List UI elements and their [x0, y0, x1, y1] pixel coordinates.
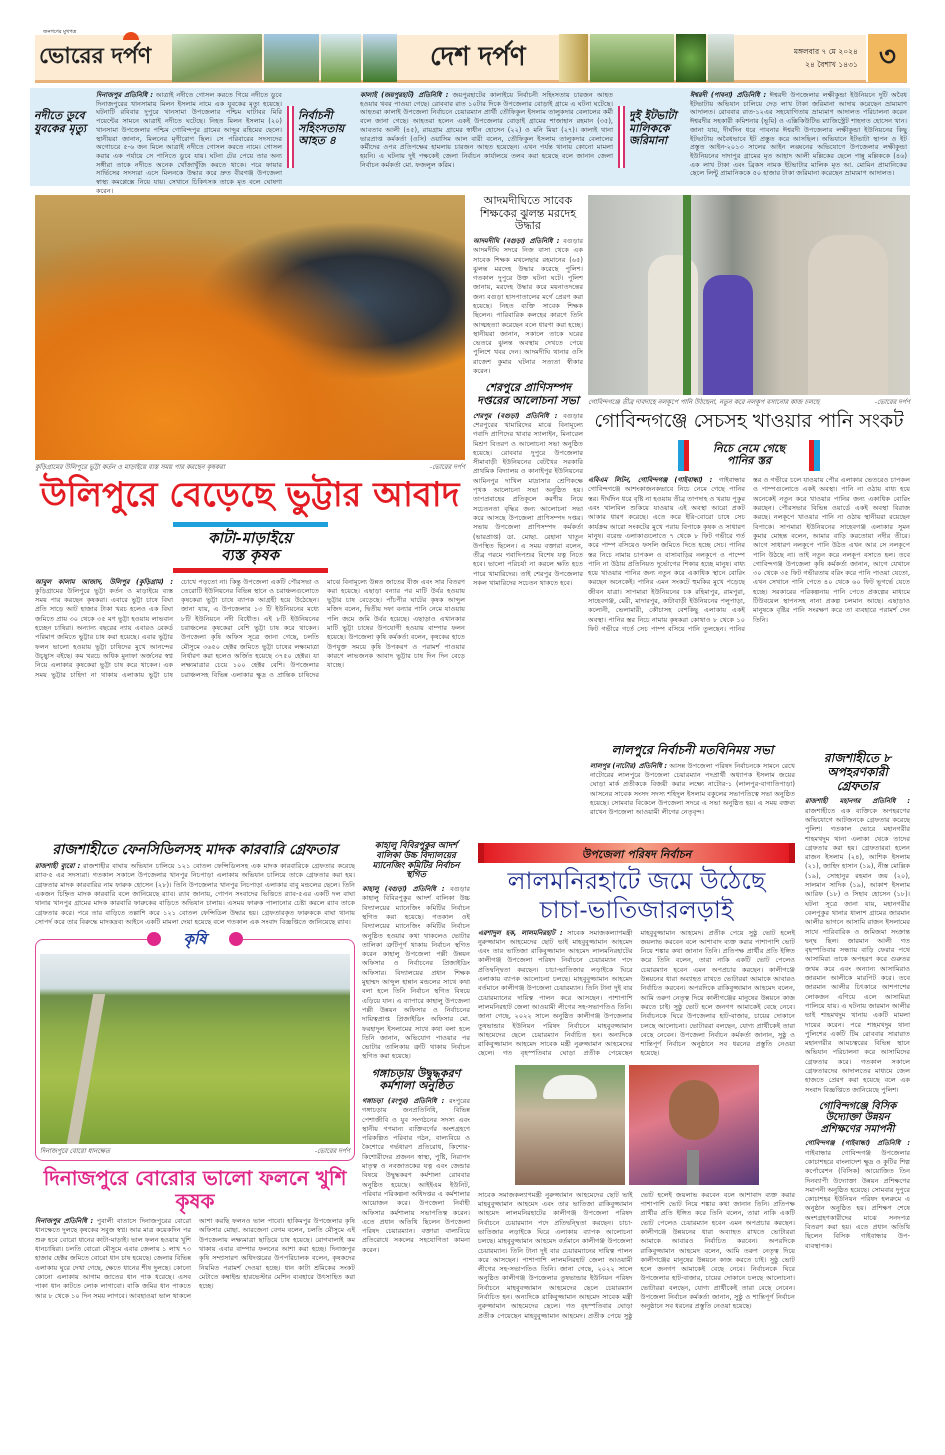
kahalu-column: [362, 842, 470, 1255]
brief-body: দিনাজপুর প্রতিনিধি : আত্রাই নদীতে গোসল করতে গিয়ে নদীতে ডুবে দিনাজপুরের খানসামায় মিলন ইসলাম নামে এক যুবকের মৃত্যু হয়েছে। ঘটনাটি রবিবার দুপুরে খানসামা উপজেলার পশ্চিম ঘাটাবর মিরি পয়েন্টের সামনে আত্রাই নদীতে ঘটেছে। নিহত মিলন ইসলাম (২০) খানসামা উপজেলার পশ্চিম গোবিন্দপুর গ্রামের আব্দুর রহিমের ছেলে। স্থানীয়রা জানান, মিলনের মৃগীরোগ ছিল। সে পরিবারের সদস্যদের অগোচরে ৫-৬ জন মিলে আত্রাই নদীতে গোসল করতে নামে। গোসল করার এক পর্যায়ে সে পানিতে ডুবে যায়। ঘটনা টের পেয়ে তার অন্য সঙ্গীরা তাকে নদীতে অনেক খোঁজাখুঁজি করতে থাকে। পরে ফায়ার সার্ভিসের সদস্যরা এসে মিলনকে উদ্ধার করে দ্রুত বীরগঞ্জ উপজেলা স্বাস্থ্য কমপ্লেক্সে নিয়ে যায়। সেখানে চিকিৎসক তাকে মৃত বলে ঘোষণা করেন।: [96, 91, 282, 195]
newspaper-logo[interactable]: [35, 29, 172, 76]
headline-line: চাচা-ভাতিজারলড়াই: [539, 895, 734, 924]
right-column: [805, 752, 910, 1251]
sun-icon: [123, 32, 139, 40]
adamdighi-headline[interactable]: আদমদীঘিতে সাবেক শিক্ষকের ঝুলন্ত মরদেহ উদ্ধার: [480, 194, 576, 233]
dinajpur-headline[interactable]: দিনাজপুরে বোরোর ভালো ফলনে খুশি কৃষক: [43, 1166, 347, 1214]
date-gregorian: মঙ্গলবার ৭ মে ২০২৪: [793, 46, 858, 56]
page-number: ৩: [866, 34, 907, 82]
gobindaganj-body: নিচে নেমে গেছে পানির স্তর এবিএম লিটন, গোবিন্দগঞ্জ (গাইবান্ধা) : গাইবান্ধার গোবিন্দগঞ্জে আশংকাজনকভাবে নিচে নেমে গেছে পানির স্তর। দীর্ঘদিন ধরে বৃষ্টি না হওয়ায় তীব্র তাপদাহ ও খরায় পুকুর এবং খালবিল শুকিয়ে যাওয়ায় এই অবস্থা আরো প্রকট আকার ধারণ করেছে। এতে করে ইরি-বোরো চাষে সেচ কার্যক্রম আরো সংকটের মুখে পরায় বিপাকে কৃষক ও সাধারণ মানুষ। বরেন্দ্র এলাকাগুলোতে ৭ থেকে ৮ ফিট গভীরে গর্ত করে পাম্প বসিয়েও ফসলি জমিতে দিতে হচ্ছে সেচ। পানির স্তর নিচে নামায় চাপকল ও বাসাবাড়ির নলকূপে ও পাম্পে পানি না উঠায় প্রতিনিয়ত দুর্ভোগের শিকার হচ্ছে মানুষ। বাধ্য হয়ে খাওয়ার পানির জন্য নতুন করে একাধিক স্থানে বোরিং করছেন অনেকেই। পানির এমন সংকটে হুমকির মুখে পড়েছে জীবন যাত্রা। সাপমারা ইউনিয়নের চক রহিমাপুর, রামপুরা, সাহেবগঞ্জ, মেরী, মাদারপুর, কাটাবাড়ী ইউনিয়নের পলুপাড়া, কলোনী, ভেলামারী, কৌচাসহ বেশকিছু এলাকায় একই অবস্থা। পানির স্তর নিচে নামায় কৃষকরা কোথাও ৮ থেকে ১০ ফিট গভীরে গর্তে সেচ পাম্প বসিয়ে পানি তুলছেন। পানির স্তর ও গভীরে চলে যাওয়ায় পৌর এলাকার ভেতরেও চাপকল ও পাম্পগুলোতে একই অবস্থা। পানি না ওঠায় বাধ্য হয়ে অনেকেই নতুন করে খাওয়ার পানির জন্য একাধিক বোরিং করছেন। পৌরসভার বিভিন্ন ওয়ার্ডে একই অবস্থা বিরাজ করছে। নলকূপে খাওয়ার পানি না ওঠায় স্থানীয়রা রয়েছেন বিপাকে। সাপমারা ইউনিয়নের সাহেবগঞ্জ এলাকার সুমন কুমার মোহন্ত বলেন, আমার বাড়ি করতোয়া নদীর তীরে। আগে সাধারণ নলকূপে পানি উঠত এখন আর সে নলকূপে পানি উঠছে না। তাই নতুন করে নলকূপ বসাতে হল। তবে গোবিন্দগঞ্জ উপজেলা কৃষি কর্মকর্তা জানান, আগে যেখানে ৩০ থেকে ৩৫ ফিট গভীরতায় বরিং করে পানি পাওয়া যেতো, এখন সেখানে পানি পেতে ৪০ থেকে ৬০ ফিট ভূগর্ভে যেতে হচ্ছে। সরকারের পরিকল্পনায় পানি পেতে প্রকল্পের মাধ্যমে টিউবয়েল স্থাপনসহ নানা প্রকল্প চলমান আছে। এছাড়াও মানুষকে বৃষ্টির পানি সংরক্ষণ করে তা ব্যবহারে পরামর্শ দেন তিনি।: [588, 441, 910, 633]
corn-harvest-photo: [35, 195, 465, 460]
adamdighi-column: [473, 195, 583, 588]
election-banner: [478, 843, 795, 863]
adamdighi-body: আদমদীঘি (বগুড়া) প্রতিনিধি : বগুড়ার আদমদীঘি সদরে নিজ বাসা থেকে এক সাবেক শিক্ষক মখলেছার রহমানের (৬৫) ঝুলন্ত মরদেহ উদ্ধার করেছে পুলিশ। গতকাল দুপুরে উক্ত ঘটনা ঘটে। পুলিশ জানায়, মরদেহ উদ্ধার করে ময়নাতদন্তের জন্য বগুড়া হাসপাতালের মর্গে প্রেরণ করা হয়েছে। নিহত ব্যক্তি সাবেক শিক্ষক ছিলেন। পারিবারিক কলহের কারণে তিনি আত্মহত্যা করেছেন বলে ধারণা করা হচ্ছে। স্থানীয়রা জানান, সকালে তাকে ঘরের ভেতরে ঝুলন্ত অবস্থায় দেখতে পেয়ে পুলিশে খবর দেন। আদমদীঘি থানার ওসি রাজেশ কুমার ঘটনার সত্যতা স্বীকার করেন।: [473, 236, 583, 376]
lalpur-headline[interactable]: লালপুরে নির্বাচনী মতবিনিময় সভা: [611, 743, 774, 757]
candidate-photo: [515, 1065, 625, 1185]
photo-caption: গোবিন্দগঞ্জে তীব্র দাবদাহে নলকূপে পানি উঠছেনা, নতুন করে নলকূপ বসানোর কাজ চলছে -ভোরের দর্পণ: [588, 398, 910, 406]
section-label-text: কৃষি: [183, 930, 207, 949]
dinajpur-body: দিনাজপুর প্রতিনিধি : পুবালী বাতাসে দিনাজপুরের বোরো ধানক্ষেতে দুলছে কৃষকের সবুজ স্বপ্ন। আর মাত্র কয়েকদিন পর শুরু হবে বোরো ধানের কাটা-মাড়াই। ভাল ফলন হওয়ায় খুশি ধানচাষিরা। চলতি বোরো মৌসুমে এবার জেলায় ১ লাখ ৭৩ হাজার হেক্টর জমিতে বোরো ধান চাষ হয়েছে। জেলার বিভিন্ন এলাকায় ঘুরে দেখা গেছে, ক্ষেতে ধানের শীষ দুলছে। কোনো কোনো এলাকায় আগাম জাতের ধান পাক ধরেছে। এসব পাকা ধান কাটতে লোক লাগাবো। বাকি জমির ধান পাকতে আর ৮ থেকে ১০ দিন সময় লাগবে। আবহাওয়া ভাল থাকলে আশা করছি ফলনও ভাল পাবো। হাকিমপুর উপজেলার কৃষি অফিসার মোছা. আরজেনা বেগম বলেন, চলতি মৌসুমে এই উপজেলায় লক্ষ্যমাত্রা ছাড়িয়ে চাষ হয়েছে। রোগবালাই কম থাকায় এবার বাম্পার ফলনের আশা করা হচ্ছে। দিনাজপুর কৃষি সম্প্রসারণ অধিদপ্তরের উপপরিচালক বলেন, কৃষকদের নিয়মিত পরামর্শ দেওয়া হচ্ছে। ধান কাটা শ্রমিকের সংকট মেটাতে কম্বাইন্ড হারভেস্টার মেশিন ব্যবহারে উৎসাহিত করা হচ্ছে।: [35, 1217, 355, 1300]
pull-quote: [684, 440, 814, 471]
kahalu-body: কাহালু (বগুড়া) প্রতিনিধি : বগুড়ার কাহালু বিবিরপুকুর আদর্শ বালিকা উচ্চ বিদ্যালয়ের ম্যানেজিং কমিটির নির্বাচন স্থগিত করা হয়েছে। গতকাল ওই বিদ্যালয়ের ম্যানেজিং কমিটির নির্বাচন অনুষ্ঠিত হওয়ার কথা থাকলেও ভোটার তালিকা ত্রুটিপূর্ণ থাকায় নির্বাচন স্থগিত করেন কাহালু উপজেলা পল্লী উন্নয়ন অফিসার ও নির্বাচনের প্রিজাইডিং অফিসার। বিদ্যালয়ের প্রধান শিক্ষক মুহাম্মদ আব্দুল হান্নান মন্ডলের সাথে কথা বলা হলে তিনি নির্বাচন স্থগিত বিষয়ে এড়িয়ে যান। এ ব্যাপারে কাহালু উপজেলা পল্লী উন্নয়ন অফিসার ও নির্বাচনের দায়িত্বপ্রাপ্ত প্রিজাইডিং অফিসার মো. ফরহাদুল ইসলামের সাথে কথা বলা হলে তিনি জানান, অভিযোগ পাওয়ার পর ভোটার তালিকায় ত্রুটি থাকায় নির্বাচন স্থগিত করা হয়েছে।: [362, 885, 470, 1061]
section-title: দেশ দর্পণ: [429, 41, 526, 72]
gobindaganj-headline[interactable]: গোবিন্দগঞ্জে সেচসহ খাওয়ার পানি সংকট: [594, 410, 904, 432]
date-bengali: ২৪ বৈশাখ ১৪৩১: [805, 59, 858, 69]
bisic-headline[interactable]: গোবিন্দগঞ্জে বিসিক উদ্যোক্তা উন্নয়ন প্রশিক্ষণের সমাপনী: [818, 1100, 897, 1135]
lalmonirhat-body-cont: সাবেক সমাজকল্যাণমন্ত্রী নুরুজ্জামান আহমেদের ছোট ভাই মাহবুবুজ্জামান আহমেদ এবং তার ভাতিজা রাকিবুজ্জামান আহমেদ লালমনিরহাটের কালীগঞ্জ উপজেলা পরিষদ নির্বাচনে চেয়ারম্যান পদে প্রতিদ্বন্দ্বিতা করছেন। চাচা-ভাতিজার লড়াইকে ঘিরে এলাকায় ব্যাপক আলোচনা চলছে। মাহবুবুজ্জামান আহমেদ বর্তমানে কালীগঞ্জ উপজেলা চেয়ারম্যান। তিনি টানা দুই বার চেয়ারম্যানের দায়িত্ব পালন করে আসছেন। পাশাপাশি লালমনিরহাট জেলা আওয়ামী লীগের সহ-সভাপতিও তিনি। জানা গেছে, ২০২২ সালে অনুষ্ঠিত কালীগঞ্জ উপজেলার তুষভান্ডার ইউনিয়ন পরিষদ নির্বাচনে মাহবুবজ্জামান আহমেদের ছেলে চেয়ারম্যান নির্বাচিত হন। অন্যদিকে রাকিবুজ্জামান আহমেদ সাবেক মন্ত্রী নুরুজ্জামান আহমেদের ছেলে। গত বৃহস্পতিবার ঘোড়া প্রতীক পেয়েছেন মাহবুবুজ্জামান আহমেদ। প্রতীক পেয়ে সুষ্ঠু ভোট হলেই জয়লাভ করবেন বলে আশাবাদ ব্যক্ত করার পাশাপাশি ভোট নিয়ে শঙ্কার কথা জানান তিনি। প্রতিপক্ষ প্রার্থীর প্রতি ইঙ্গিত করে তিনি বলেন, তারা নাকি একটি ভোট পেলেও চেয়ারম্যান হবেন এমন অপপ্রচার করছেন। কালীগঞ্জে উন্নয়নের ধারা অব্যাহত রাখতে ভোটাররা আমাকে আবারও নির্বাচিত করবেন। অপরদিকে রাকিবুজ্জামান আহমেদ বলেন, আমি তরুণ নেতৃত্ব দিয়ে কালীগঞ্জের মানুষের উন্নয়নে কাজ করতে চাই। সুষ্ঠু ভোট হলে জনগণ আমাকেই বেছে নেবে। নির্বাচনকে ঘিরে উপজেলার হাট-বাজার, চায়ের দোকানে চলছে আলোচনা। ভোটাররা বলছেন, যোগ্য প্রার্থীকেই তারা বেছে নেবেন। উপজেলা নির্বাচন কর্মকর্তা জানান, সুষ্ঠু ও শান্তিপূর্ণ নির্বাচন অনুষ্ঠানে সব ধরনের প্রস্তুতি নেওয়া হয়েছে।: [478, 1190, 795, 1320]
brief-news-strip: [30, 88, 910, 195]
sherpur-headline[interactable]: শেরপুরে প্রাণিসম্পদ দপ্তরের আলোচনা সভা: [477, 381, 579, 408]
headline-line: লালমনিরহাটে জমে উঠেছে: [507, 867, 766, 895]
bisic-body: গোবিন্দগঞ্জ (গাইবান্ধা) প্রতিনিধি : গাইবান্ধার গোবিন্দগঞ্জ উপজেলার কোচাশহরে বাংলাদেশ ক্ষুদ্র ও কুটির শিল্প কর্পোরেশন (বিসিক) আয়োজিত তিন দিনব্যাপী উদ্যোক্তা উন্নয়ন প্রশিক্ষণের সমাপনী অনুষ্ঠিত হয়েছে। সোমবার দুপুরে কোচাশহর ইউনিয়ন পরিষদ হলরুমে এ অনুষ্ঠান অনুষ্ঠিত হয়। প্রশিক্ষণ শেষে অংশগ্রহণকারীদের মাঝে সনদপত্র বিতরণ করা হয়। এতে প্রধান অতিথি ছিলেন বিসিক গাইবান্ধার উপ-ব্যবস্থাপক।: [805, 1139, 910, 1250]
ulipur-body: কাটা-মাড়াইয়ে ব্যস্ত কৃষক আবুল কালাম আজাদ, উলিপুর (কুড়িগ্রাম) : কুড়িগ্রামের উলিপুরে ভুট্টা কর্তন ও মাড়াইয়ে ব্যস্ত সময় পার করছেন কৃষকরা। এবারে ভুট্টা চাষে বিঘা প্রতি সাড়ে আট হাজার টাকা খরচ হলেও এক বিঘা জমিতে প্রায় ৩০ থেকে ৩৫ মণ ভুট্টা হওয়ায় লাভবান হচ্ছেন চাষিরা। অন্যান্য বছরের ন্যায় এবারও রেকর্ড পরিমাণ জমিতে ভুট্টার চাষ করা হয়েছে। এবার ভুট্টার ফলন ভালো হওয়ায় ভুট্টা চাষিদের মুখে আনন্দের উচ্ছ্বাস বইছে। কম খরচে অধিক মুনাফা অর্জনের স্বপ্ন নিয়ে এলাকার কৃষকেরা ভুট্টা চাষ করে থাকেন। এক সময় ভুট্টার চাহিদা না থাকায় এলাকায় ভুট্টা চাষ চোখে পড়তো না। কিন্তু উপজেলা একটি পৌরসভা ও তেরোটি ইউনিয়নের বিভিন্ন স্থানে ও চরাঞ্চলগুলোতে কৃষকেরা ভুট্টা চাষে ব্যাপক আগ্রহী হয়ে উঠেছেন। জানা যায়, এ উপজেলার ১৩ টি ইউনিয়নের মধ্যে ৮টি ইউনিয়নে নদী বিধৌত। এই ৮টি ইউনিয়নের চরাঞ্চলের কৃষকেরা বেশি ভুট্টা চাষ করে থাকেন। উপজেলা কৃষি অফিস সূত্রে জানা গেছে, চলতি মৌসুমে ৩৬৫০ হেক্টর জমিতে ভুট্টা চাষের লক্ষ্যমাত্রা নির্ধারণ করা হলেও অর্জিত হয়েছে ৩৭৫০ হেক্টর। যা লক্ষ্যমাত্রার চেয়ে ১০০ হেক্টর বেশি। উপজেলার চরাঞ্চলসহ বিভিন্ন এলাকার ক্ষুদ্র ও প্রান্তিক চাষিদের মাঝে বিনামূল্যে উন্নত জাতের বীজ এবং সার বিতরণ করা হয়েছে। এছাড়া বন্যার পর মাটি উর্বর হওয়ায় ভুট্টার চাষ বেড়েছে। পাঁচপীর ঘাটের কৃষক আব্দুল মজিদ বলেন, দ্বিতীয় দফা বন্যার পানি নেমে যাওয়ায় পলি জমে জমি উর্বর হয়েছে। এছাড়াও এখানকার মাটি ভুট্টা চাষের উপযোগী হওয়ায় বাম্পার ফলন হয়েছে। উপজেলা কৃষি কর্মকর্তা বলেন, কৃষকের হাতে উপযুক্ত সময়ে কৃষি উপকরণ ও পরামর্শ পাওয়ার কারণে লাভজনক আবাদ ভুট্টার চাষ দিন দিন বেড়ে যাচ্ছে।: [35, 519, 465, 680]
brief-headline[interactable]: নির্বাচনী সহিংসতায় আহত ৪: [298, 109, 345, 148]
pull-quote: [173, 522, 328, 573]
pull-quote-line: ব্যস্ত কৃষক: [221, 546, 279, 565]
fensidil-headline[interactable]: রাজশাহীতে ফেনসিডিলসহ মাদক কারবারি গ্রেফতার: [52, 842, 338, 858]
ulipur-headline[interactable]: উলিপুরে বেড়েছে ভুট্টার আবাদ: [40, 475, 460, 515]
banner-text: উপজেলা পরিষদ নির্বাচন: [581, 848, 692, 861]
lalmonirhat-story: [478, 843, 795, 1321]
lalpur-body: লালপুর (নাটোর) প্রতিনিধি : আসন্ন উপজেলা পরিষদ নির্বাচনকে সামনে রেখে নাটোরের লালপুরে উপজেলা চেয়ারম্যান পদপ্রার্থী অধ্যাপক ইসলাম জয়ের ঘোড়া মার্ক প্রতীককে বিজয়ী করার লক্ষ্যে নাটোর-১ (লালপুর-বাগাতিপাড়া) আসনের সাবেক সংসদ সদস্য শহিদুল ইসলাম বকুলের সভাপতিত্বে সভা অনুষ্ঠিত হয়েছে। সোমবার বিকেলে উপজেলা সদরে এ সভা অনুষ্ঠিত হয়। এ সময় বক্তব্য রাখেন উপজেলা আওয়ামী লীগের নেতৃবৃন্দ।: [590, 761, 796, 817]
gangachara-body: গঙ্গাচড়া (রংপুর) প্রতিনিধি : রংপুরের গঙ্গাচড়ায় জনপ্রতিনিধি, বিভিন্ন পেশাজীবি ও যুব সংগঠনের সদস্য এবং স্থানীয় গণমান্য ব্যক্তিবর্গের অংশগ্রহণে পরিকল্পিত পরিবার গঠন, বাল্যবিয়ে ও কৈশোরে গর্ভধারণ প্রতিরোধ, কিশোর-কিশোরীদের প্রজনন স্বাস্থ্য, পুষ্টি, নিরাপদ মাতৃত্ব ও নবজাতকের যত্ন এবং জেন্ডার বিষয়ে উদ্বুদ্ধকরণ কর্মশালা রোববার অনুষ্ঠিত হয়েছে। আইইএম ইউনিট, পরিবার পরিকল্পনা অধিদপ্তর এ কর্মশালার আয়োজন করে। উপজেলা নির্বাহী অফিসার কর্মশালায় সভাপতিত্ব করেন। এতে প্রধান অতিথি ছিলেন উপজেলা পরিষদ চেয়ারম্যান। বক্তারা বাল্যবিয়ে প্রতিরোধে সকলের সহযোগিতা কামনা করেন।: [362, 1096, 470, 1254]
pull-quote-line: পানির স্তর: [726, 454, 772, 468]
lalmonirhat-body: এরশাদুল হক, লালমনিরহাট : সাবেক সমাজকল্যাণমন্ত্রী নুরুজ্জামান আহমেদের ছোট ভাই মাহবুবুজ্জামান আহমেদ এবং তার ভাতিজা রাকিবুজ্জামান আহমেদ লালমনিরহাটের কালীগঞ্জ উপজেলা পরিষদ নির্বাচনে চেয়ারম্যান পদে প্রতিদ্বন্দ্বিতা করছেন। চাচা-ভাতিজার লড়াইকে ঘিরে এলাকায় ব্যাপক আলোচনা চলছে। মাহবুবুজ্জামান আহমেদ বর্তমানে কালীগঞ্জ উপজেলা চেয়ারম্যান। তিনি টানা দুই বার চেয়ারম্যানের দায়িত্ব পালন করে আসছেন। পাশাপাশি লালমনিরহাট জেলা আওয়ামী লীগের সহ-সভাপতিও তিনি। জানা গেছে, ২০২২ সালে অনুষ্ঠিত কালীগঞ্জ উপজেলার তুষভান্ডার ইউনিয়ন পরিষদ নির্বাচনে মাহবুবজ্জামান আহমেদের ছেলে চেয়ারম্যান নির্বাচিত হন। অন্যদিকে রাকিবুজ্জামান আহমেদ সাবেক মন্ত্রী নুরুজ্জামান আহমেদের ছেলে। গত বৃহস্পতিবার ঘোড়া প্রতীক পেয়েছেন মাহবুবুজ্জামান আহমেদ। প্রতীক পেয়ে সুষ্ঠু ভোট হলেই জয়লাভ করবেন বলে আশাবাদ ব্যক্ত করার পাশাপাশি ভোট নিয়ে শঙ্কার কথা জানান তিনি। প্রতিপক্ষ প্রার্থীর প্রতি ইঙ্গিত করে তিনি বলেন, তারা নাকি একটি ভোট পেলেও চেয়ারম্যান হবেন এমন অপপ্রচার করছেন। কালীগঞ্জে উন্নয়নের ধারা অব্যাহত রাখতে ভোটাররা আমাকে আবারও নির্বাচিত করবেন। অপরদিকে রাকিবুজ্জামান আহমেদ বলেন, আমি তরুণ নেতৃত্ব দিয়ে কালীগঞ্জের মানুষের উন্নয়নে কাজ করতে চাই। সুষ্ঠু ভোট হলে জনগণ আমাকেই বেছে নেবে। নির্বাচনকে ঘিরে উপজেলার হাট-বাজার, চায়ের দোকানে চলছে আলোচনা। ভোটাররা বলছেন, যোগ্য প্রার্থীকেই তারা বেছে নেবেন। উপজেলা নির্বাচন কর্মকর্তা জানান, সুষ্ঠু ও শান্তিপূর্ণ নির্বাচন অনুষ্ঠানে সব ধরনের প্রস্তুতি নেওয়া হয়েছে।: [478, 928, 795, 1058]
rajshahi-abductors-headline[interactable]: রাজশাহীতে ৮ অপহরণকারী গ্রেফতার: [824, 751, 891, 793]
brief-headline[interactable]: দুই ইটভাটা মালিককে জরিমানা: [629, 109, 677, 148]
divider: [618, 106, 625, 168]
fensidil-body: রাজশাহী ব্যুরো : রাজশাহীর বাঘায় অভিযান চালিয়ে ১২১ বোতল ফেন্সিডিলসহ এক মাদক কারবারিকে গ্রেফতার করেছে র‌্যাব-৫ এর সদস্যরা। গতকাল সকালে উপজেলার খানপুর নিচপাড়া এলাকায় অভিযান চালিয়ে তাকে গ্রেফতার করা হয়। গ্রেফতার মাদক কারবারির নাম ফারুক হোসেন (২৮)। তিনি উপজেলার খানপুর নিচপাড়া এলাকার বাবু মন্ডলের ছেলে। তিনি একজন চিহ্নিত মাদক কারবারি বলে জানিয়েছে র‌্যাব। র‌্যাব জানায়, গোপন সংবাদের ভিত্তিতে র‌্যাব-৫এর একটি দল বাঘা থানার খানপুর গ্রামের মাদক কারবারি ফারুকের বাড়িতে অভিযান চালায়। এসময় ফারুক পালানোর চেষ্টা করলে র‌্যাব তাকে গ্রেফতার করে। পরে তার বাড়িতে তল্লাশি করে ১২১ বোতল ফেন্সিডিল উদ্ধার হয়। গ্রেফতারকৃত ফারুককে বাঘা থানায় সোপর্দ করে তার বিরুদ্ধে মাদকদ্রব্য আইনে একটি মামলা দেয়া হয়েছে বলে গতকাল এক সংবাদ বিজ্ঞপ্তিতে জানিয়েছে র‌্যাব।: [35, 862, 355, 926]
krishi-section-frame: [35, 930, 355, 1161]
ulipur-story: [35, 195, 465, 680]
masthead-photos-left: [172, 34, 397, 82]
sherpur-body: শেরপুর (বগুড়া) প্রতিনিধি : বগুড়ার শেরপুরের খামারিদের মাঝে বিনামূল্যে গবাদি প্রাণিদের খাবার স্যালাইন, মিনারেল মিশ্রণ বিতরণ ও আলোচনা সভা অনুষ্ঠিত হয়েছে। রোববার দুপুরে উপজেলার সীমাবাড়ী ইউনিয়নের বেটখৈর সরকারি প্রাথমিক বিদ্যালয় ও কানাইপুর ইউনিয়নের আমিনপুর দাখিল মাদ্রাসার শ্রেণিকক্ষে পৃথক আলোচনা সভা অনুষ্ঠিত হয়। তাপপ্রবাহের প্রতিকূলে করণীয় নিয়ে সচেতনতা বৃদ্ধির জন্য আলোচনা সভা করে আসছে উপজেলা প্রাণিসম্পদ দপ্তর। সভায় উপজেলা প্রাণিসম্পদ কর্মকর্তা (ভারপ্রাপ্ত) ডা. মোছা. রেহানা খাতুন উপস্থিত ছিলেন। এ সময় বক্তারা বলেন, তীব্র গরমে গবাদিপশুর বিশেষ যত্ন নিতে হবে। ভালো পরিচর্যা না করলে ক্ষতি হতে পারে খামারিদের। তাই শেরপুর উপজেলার সকল খামারিদের সচেতন থাকতে হবে।: [473, 411, 583, 587]
brief-body: ঈশ্বরদী (পাবনা) প্রতিনিধি : ঈশ্বরদী উপজেলার লক্ষীকুন্ডা ইউনিয়নে দুটি অবৈধ ইটভাটায় অভিযান চালিয়ে দেড় লাখ টাকা জরিমানা আদায় করেছেন ভ্রাম্যমাণ আদালত। রোববার রাত-১২এর সহযোগিতায় ভ্রাম্যমাণ আদালত পরিচালনা করেন ঈশ্বরদীর সহকারী কমিশনার (ভূমি) ও এক্সিকিউটিভ ম্যাজিস্ট্রেট শাহদাত হোসেন খান। জানা যায়, দীর্ঘদিন ধরে পাবনার ঈশ্বরদী উপজেলার লক্ষীকুন্ডা ইউনিয়নের কিছু ইটভাটায় অবৈধভাবে ইট প্রস্তুত করে আসছিল। অভিযানে ইটভাটা স্থাপন ও ইট প্রস্তুত আইন-২০১৩ সালের আইন লঙ্ঘনের অভিযোগে উপজেলার লক্ষীকুন্ডা ইউনিয়নের দাদাপুর গ্রামের মৃত আহাদ আলী মল্লিকের ছেলে পান্নু মল্লিককে (৪৬) এক লাখ টাকা এবং ব্রিকস নামক ইটভাটার মালিক মৃত আ. মোমিন প্রামানিকের ছেলে লিন্টু প্রামানিককে ৫০ হাজার টাকা জরিমানা করেছেন ভ্রাম্যমাণ আদালত।: [690, 91, 907, 178]
issue-date: [734, 45, 866, 71]
lalmonirhat-headline[interactable]: [478, 867, 795, 925]
candidate-photo: [629, 1065, 759, 1185]
kahalu-headline[interactable]: কাহালু বিবিরপুকুর আদর্শ বালিকা উচ্চ বিদ্যালয়ের ম্যানেজিং কমিটির নির্বাচন স্থগিত: [372, 841, 460, 881]
dot-icon: [229, 932, 243, 946]
brief-body: কালাই (জয়পুরহাট) প্রতিনিধি : জয়পুরহাটের কালাইয়ে নির্বাচনী সহিংসতায় চারজন আহত হওয়ার খবর পাওয়া গেছে। রোববার রাত ১০টার দিকে উপজেলার বোড়াই গ্রামে এ ঘটনা ঘটেছে। আহতরা কালাই উপজেলা নির্বাচনে চেয়ারম্যান প্রার্থী তৌফিকুল ইসলাম তালুকদার বেলালের কর্মী বলে জানা গেছে। আহতরা হলেন একই উপজেলার বোড়াই গ্রামের শাজাহান রহমান (৩৫), আবতাব আলী (৪৫), রায়গ্রাম গ্রামের স্বাধীন হোসেন (২২) ও মনি মিয়া (২৭)। কালাই থানা ভারপ্রাপ্ত কর্মকর্তা (ওসি) ওয়াসিম আল বারী বলেন, তৌফিকুল ইসলাম তালুকদার বেলালের কর্মীদের ওপর প্রতিপক্ষের হামলায় চারজন আহত হয়েছেন। এখন পর্যন্ত থানায় কোনো মামলা হয়নি। এ ঘটনায় দুই পক্ষকেই জেলা নির্বাচন কার্যালয়ে তলব করা হয়েছে বলে জানান জেলা নির্বাচন কর্মকর্তা মো. ফজলুল করিম।: [360, 91, 613, 169]
krishi-section-label: [147, 929, 243, 949]
gangachara-headline[interactable]: গঙ্গাচড়ায় উদ্বুদ্ধকরণ কর্মশালা অনুষ্ঠিত: [371, 1066, 461, 1093]
brief-headline[interactable]: নদীতে ডুবে যুবকের মৃত্যু: [34, 109, 87, 135]
gobindaganj-story: [588, 195, 910, 634]
logo-tagline: জনগণের মুখপত্র: [43, 29, 77, 35]
dot-icon: [147, 932, 161, 946]
divider: [287, 106, 294, 168]
pull-quote-line: নিচে নেমে গেছে: [712, 441, 786, 455]
masthead-photos-right: [559, 34, 734, 82]
lalpur-story: [590, 744, 795, 818]
rajshahi-abductors-body: রাজশাহী মহানগর প্রতিনিধি : রাজশাহীতে এক ব্যক্তিকে অপহরণের অভিযোগে আটজনকে গ্রেফতার করেছে পুলিশ। গতকাল ভোরে মহানগরীর শাহমখদুম থানা এলাকা থেকে তাদের গ্রেফতার করা হয়। গ্রেফতাররা হলেন রাজন ইসলাম (২৪), আশিক ইসলাম (২১), জাহিদ হাসান (১৯), নীস্ত মোল্লিক (১৯), সোহানুর রহমান জয় (২০), সালমান সাদিক (১৯), আকাশ ইসলাম আরিফ (১৮) ও সিহাব হোসেন (১৮)। ঘটনা সূত্রে জানা যায়, মহানগরীর বেলপুকুর থানার ধালাশ গ্রামের জারমান আলীর ভাগনে আসামি রাজন ইসলামের সাথে পারিবারিক ও জমিজমা সংক্রান্ত দ্বন্দ্ব ছিল। জারমান আলী গত বৃহস্পতিবার সন্ধ্যায় বাড়ি ফেরার পথে আসামিরা তাকে অপহরণ করে গুরুতর জখম করে এবং অন্যান্য আসামিরাও জারমান আলীকে মারপিট করে। তবে জারমান আলীর চিৎকারে আশপাশের লোকজন এগিয়ে এলে আসামিরা পালিয়ে যায়। এ ঘটনায় জারমান আলীর ভাই শাহমখদুম থানায় একটি মামলা দায়ের করেন। পরে শাহমখদুম থানা পুলিশের একটি টিম রোববার সারারাত মহানগরীর আমচত্বরের বিভিন্ন স্থানে অভিযান পরিচালনা করে আসামিদের গ্রেফতার করে। গতকাল সকালে গ্রেফতারদের আদালতের মাধ্যমে জেল হাজতে প্রেরণ করা হয়েছে বলে এক সংবাদ বিজ্ঞপ্তিতে জানিয়েছে পুলিশ।: [805, 797, 910, 1094]
pull-quote-line: কাটা-মাড়াইয়ে: [208, 529, 292, 548]
masthead: [35, 29, 907, 83]
photo-caption: দিনাজপুরে বোরো ধানক্ষেত -ভোরের দর্পণ: [40, 1147, 350, 1156]
rice-field-photo: [40, 954, 350, 1144]
logo-text: ভোরের দর্পণ: [39, 43, 152, 69]
left-lower-column: [35, 842, 355, 1301]
photo-caption: কুড়িগ্রামের উলিপুরে ভুট্টা কর্তন ও মাড়াইয়ে ব্যস্ত সময় পার করছেন কৃষকরা -ভোরের দর্পণ: [35, 463, 465, 471]
candidate-photos: [478, 1065, 795, 1185]
tubewell-photo: [588, 195, 910, 395]
